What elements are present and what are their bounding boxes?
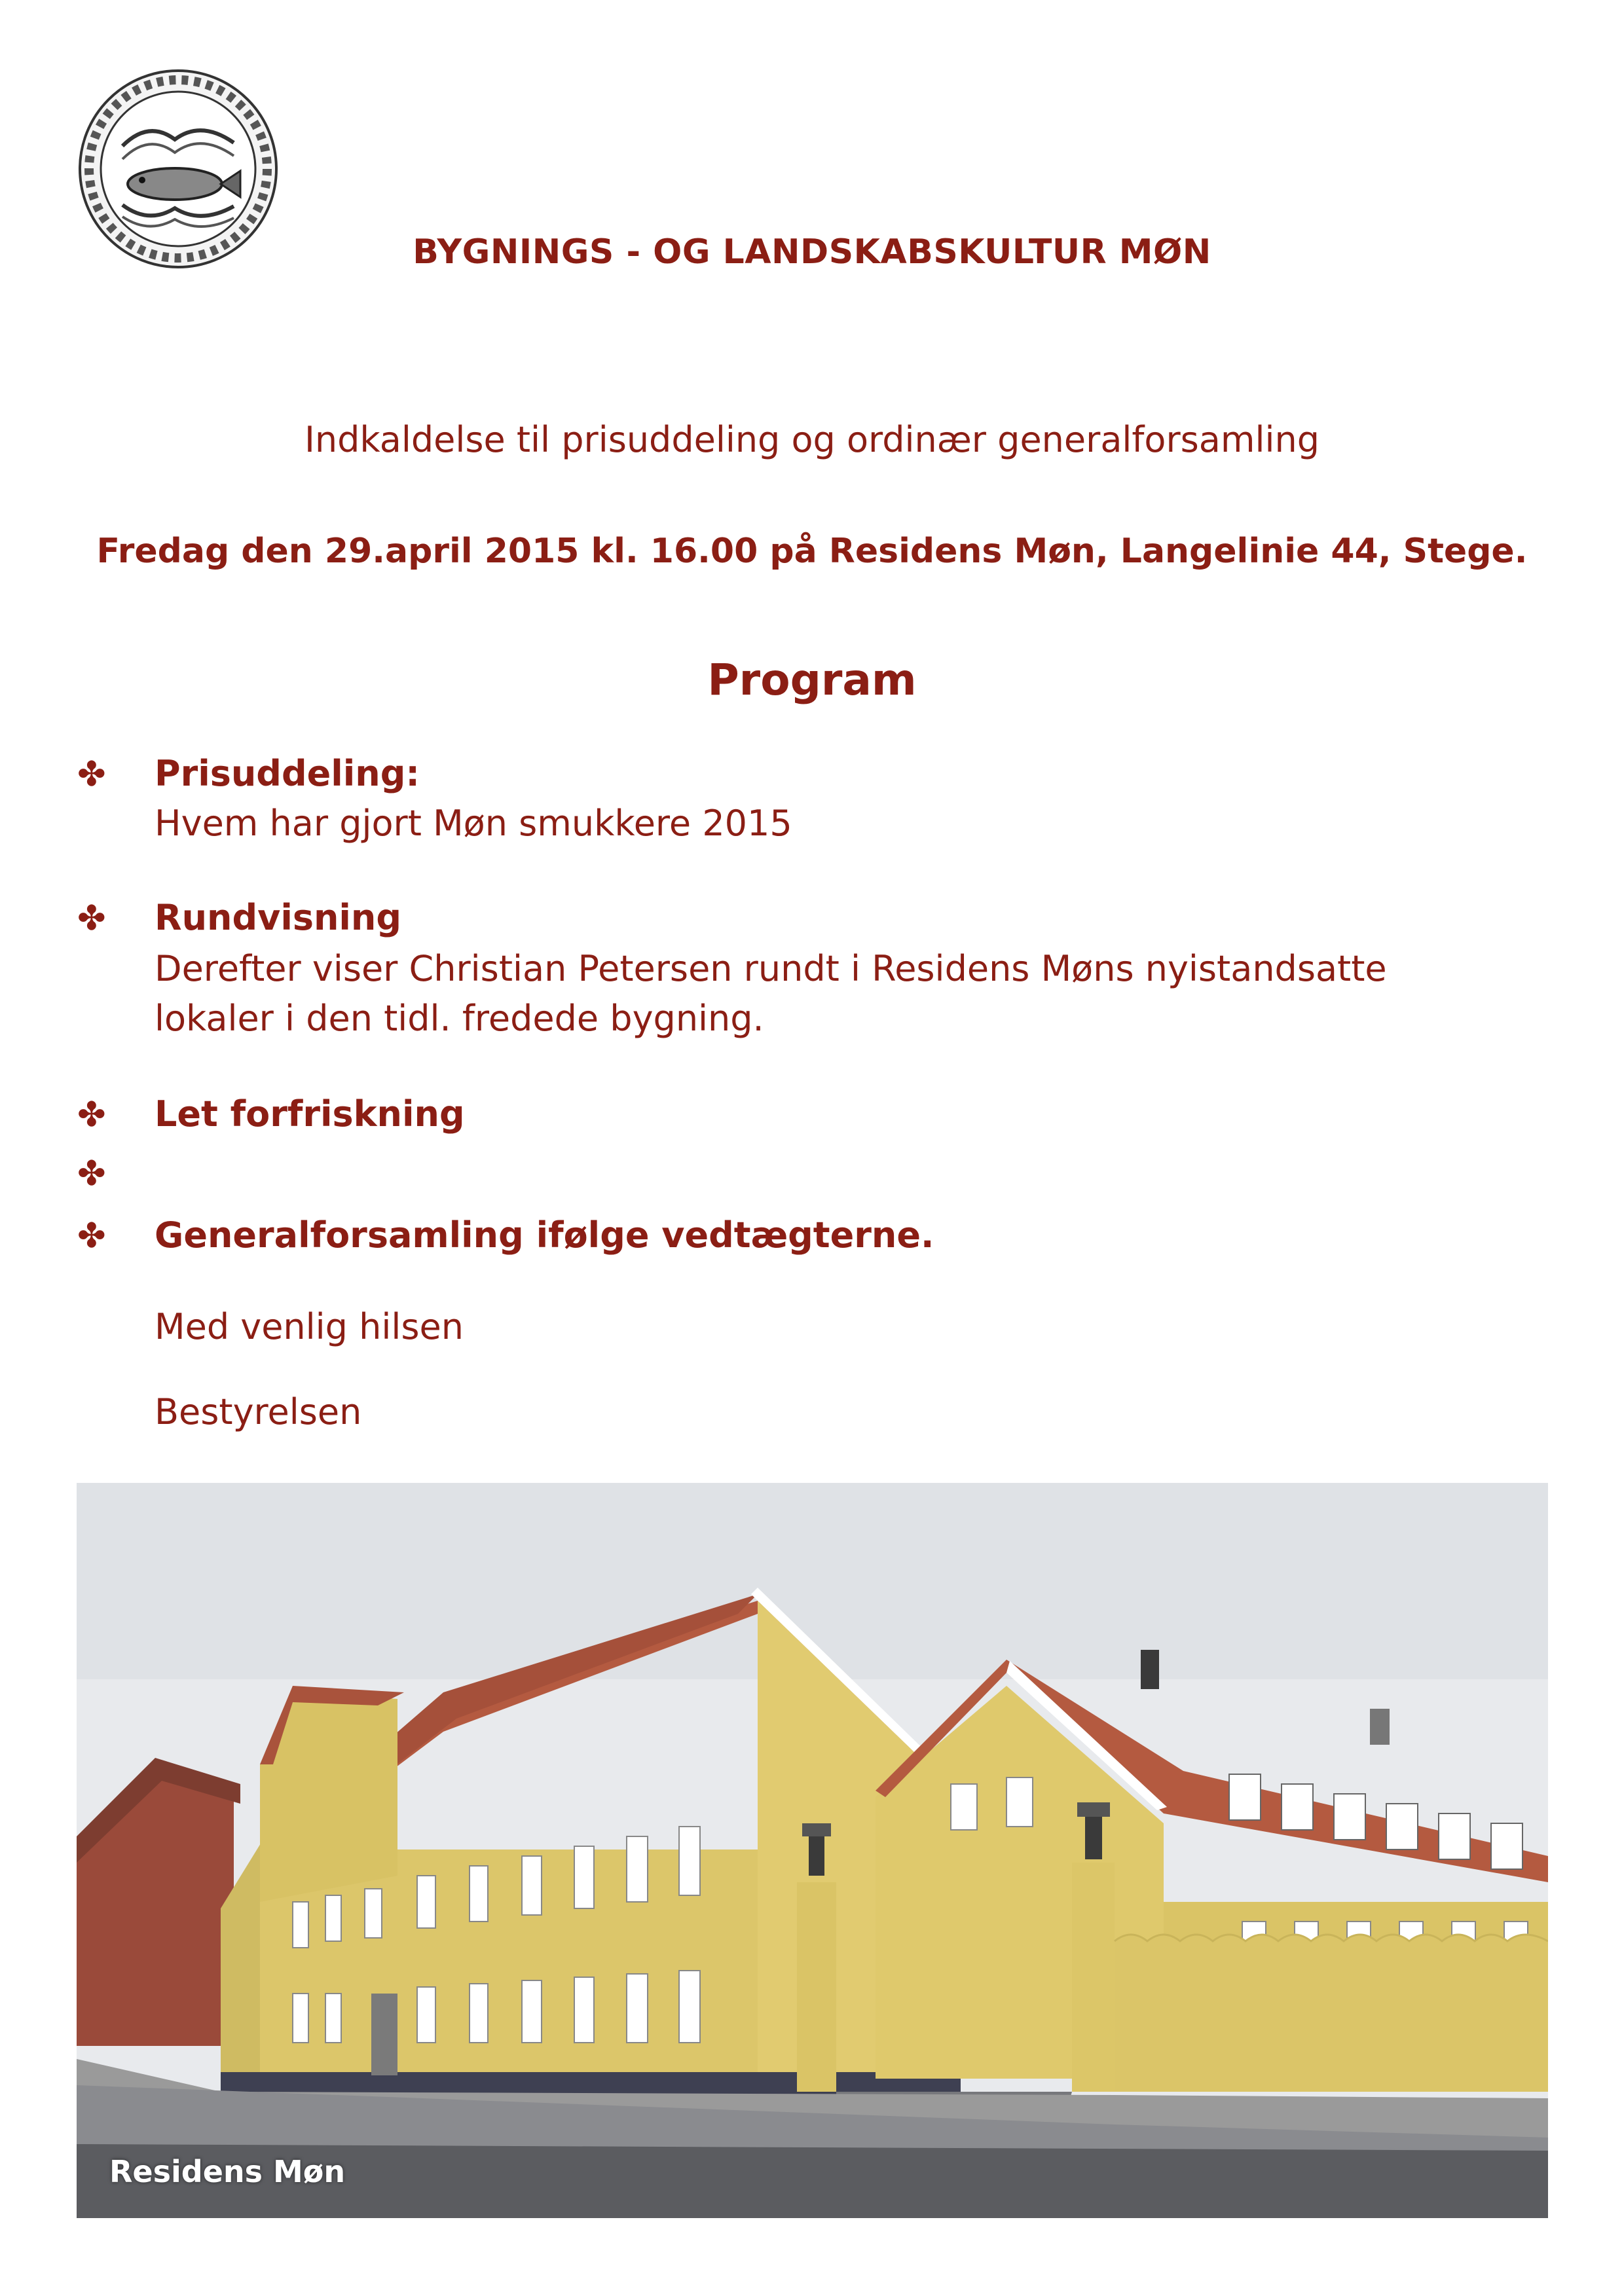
program-item-title: Rundvisning [155,897,402,938]
closing-greeting: Med venlig hilsen [155,1306,464,1347]
bullet-icon: ✤ [77,1154,106,1194]
org-title: BYGNINGS - OG LANDSKABSKULTUR MØN [413,232,1211,272]
program-item-text: lokaler i den tidl. fredede bygning. [155,998,764,1039]
bullet-icon: ✤ [77,1216,106,1256]
program-heading: Program [707,655,917,705]
program-item-text: Derefter viser Christian Petersen rundt i Residens Møns nyistandsatte [155,948,1387,989]
program-item-title: Let forfriskning [155,1093,465,1135]
bullet-icon: ✤ [77,899,106,938]
program-item-title: Prisuddeling: [155,753,420,794]
closing-signature: Bestyrelsen [155,1391,362,1432]
invitation-text: Indkaldelse til prisuddeling og ordinær generalforsamling [304,419,1320,460]
program-item-text: Hvem har gjort Møn smukkere 2015 [155,803,792,844]
bullet-icon: ✤ [77,1095,106,1135]
bullet-icon: ✤ [77,755,106,794]
photo-caption: Residens Møn [109,2154,346,2189]
event-date-location: Fredag den 29.april 2015 kl. 16.00 på Residens Møn, Langelinie 44, Stege. [96,532,1528,571]
program-item-title: Generalforsamling ifølge vedtægterne. [155,1214,934,1256]
residens-mon-photo [77,1483,1548,2218]
